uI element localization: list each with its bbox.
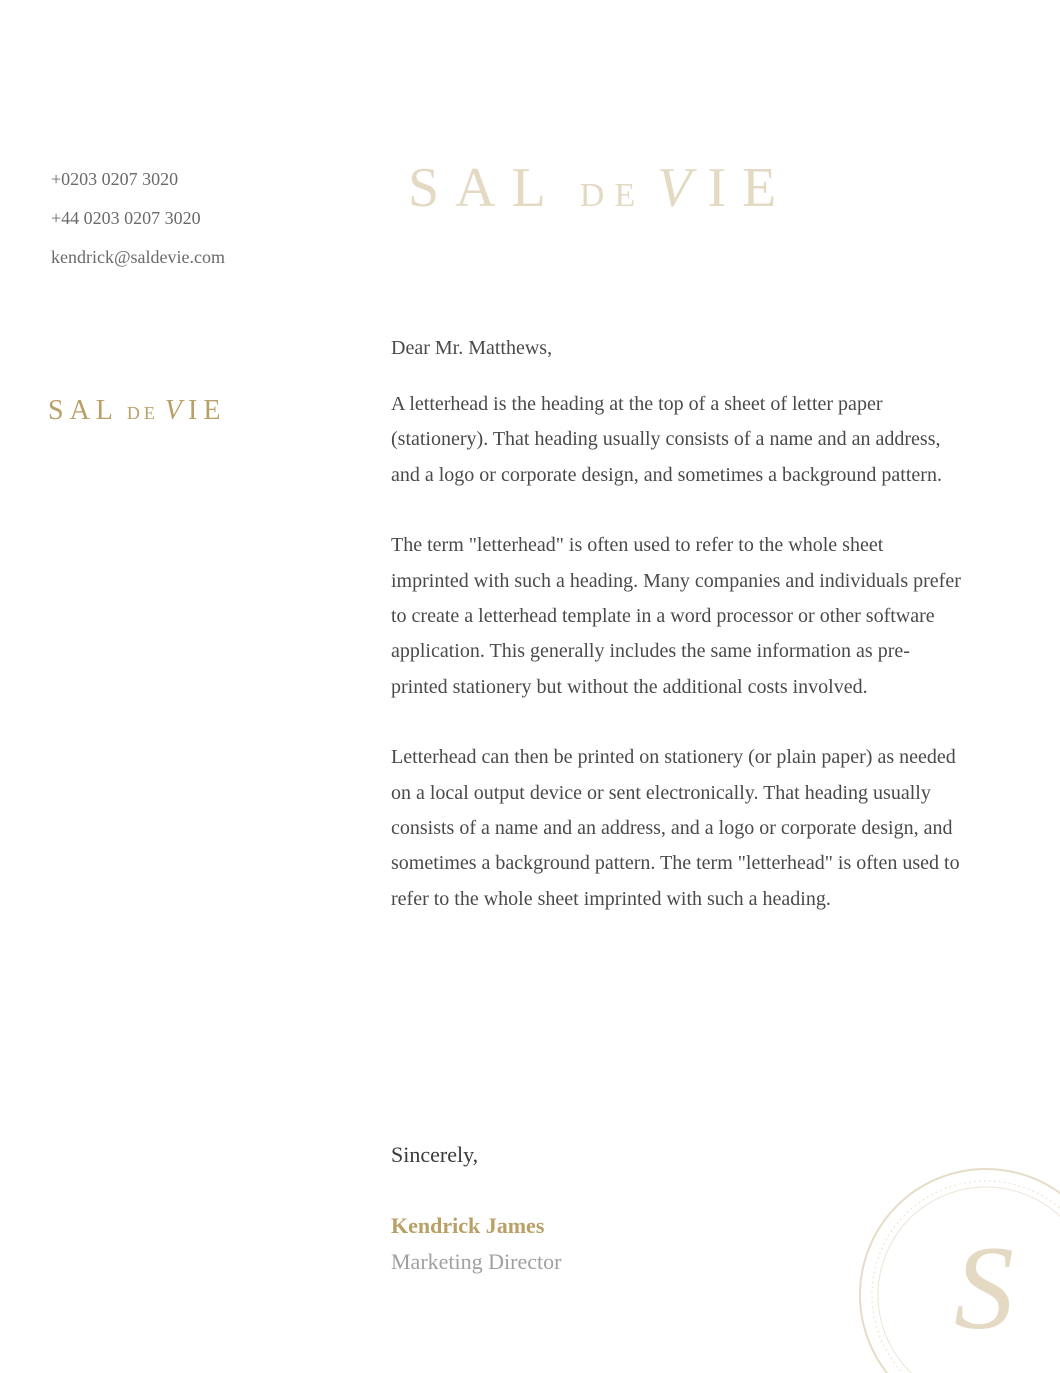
signer-title: Marketing Director <box>391 1249 562 1274</box>
paragraph-2: The term "letterhead" is often used to refer to the whole sheet imprinted with such a heading. Many companies and individuals prefer to create a letterhead template in a word processor or other software application. This generally includes the same information as pre-printed stationery but without the additional costs involved. <box>391 534 961 698</box>
logo-letter-v: V <box>657 157 708 219</box>
logo-small-word-ie: IE <box>188 395 227 426</box>
logo-word-sal: SAL <box>408 157 562 219</box>
logo-sidebar <box>48 393 226 431</box>
paragraph-1: A letterhead is the heading at the top of a sheet of letter paper (stationery). That heading usually consists of a name and an address, and a logo or corporate design, and sometimes a background pattern. <box>391 393 942 486</box>
logo-word-de: DE <box>579 177 646 214</box>
seal-letter: S <box>954 1221 1014 1354</box>
logo-small-letter-v: V <box>164 395 189 426</box>
salutation: Dear Mr. Matthews, <box>391 337 553 359</box>
logo-header <box>408 150 792 234</box>
letter-body <box>391 330 961 952</box>
contact-block <box>51 160 225 277</box>
closing: Sincerely, <box>391 1142 479 1167</box>
email-address: kendrick@saldevie.com <box>51 247 226 267</box>
logo-word-ie: IE <box>707 157 793 219</box>
logo-small-word-de: DE <box>126 403 159 423</box>
phone-number-primary: +0203 0207 3020 <box>51 169 179 189</box>
paragraph-3: Letterhead can then be printed on stationery (or plain paper) as needed on a local output device or sent electronically. That heading usually consists of a name and an address, and a logo or corporate design, and sometimes a background pattern. The term "letterhead" is often used to refer to the whole sheet imprinted with such a heading. <box>391 746 960 910</box>
signer-name: Kendrick James <box>391 1213 545 1238</box>
logo-small-word-sal: SAL <box>48 395 119 426</box>
seal-emblem-icon <box>858 1160 1060 1373</box>
phone-number-international: +44 0203 0207 3020 <box>51 208 201 228</box>
